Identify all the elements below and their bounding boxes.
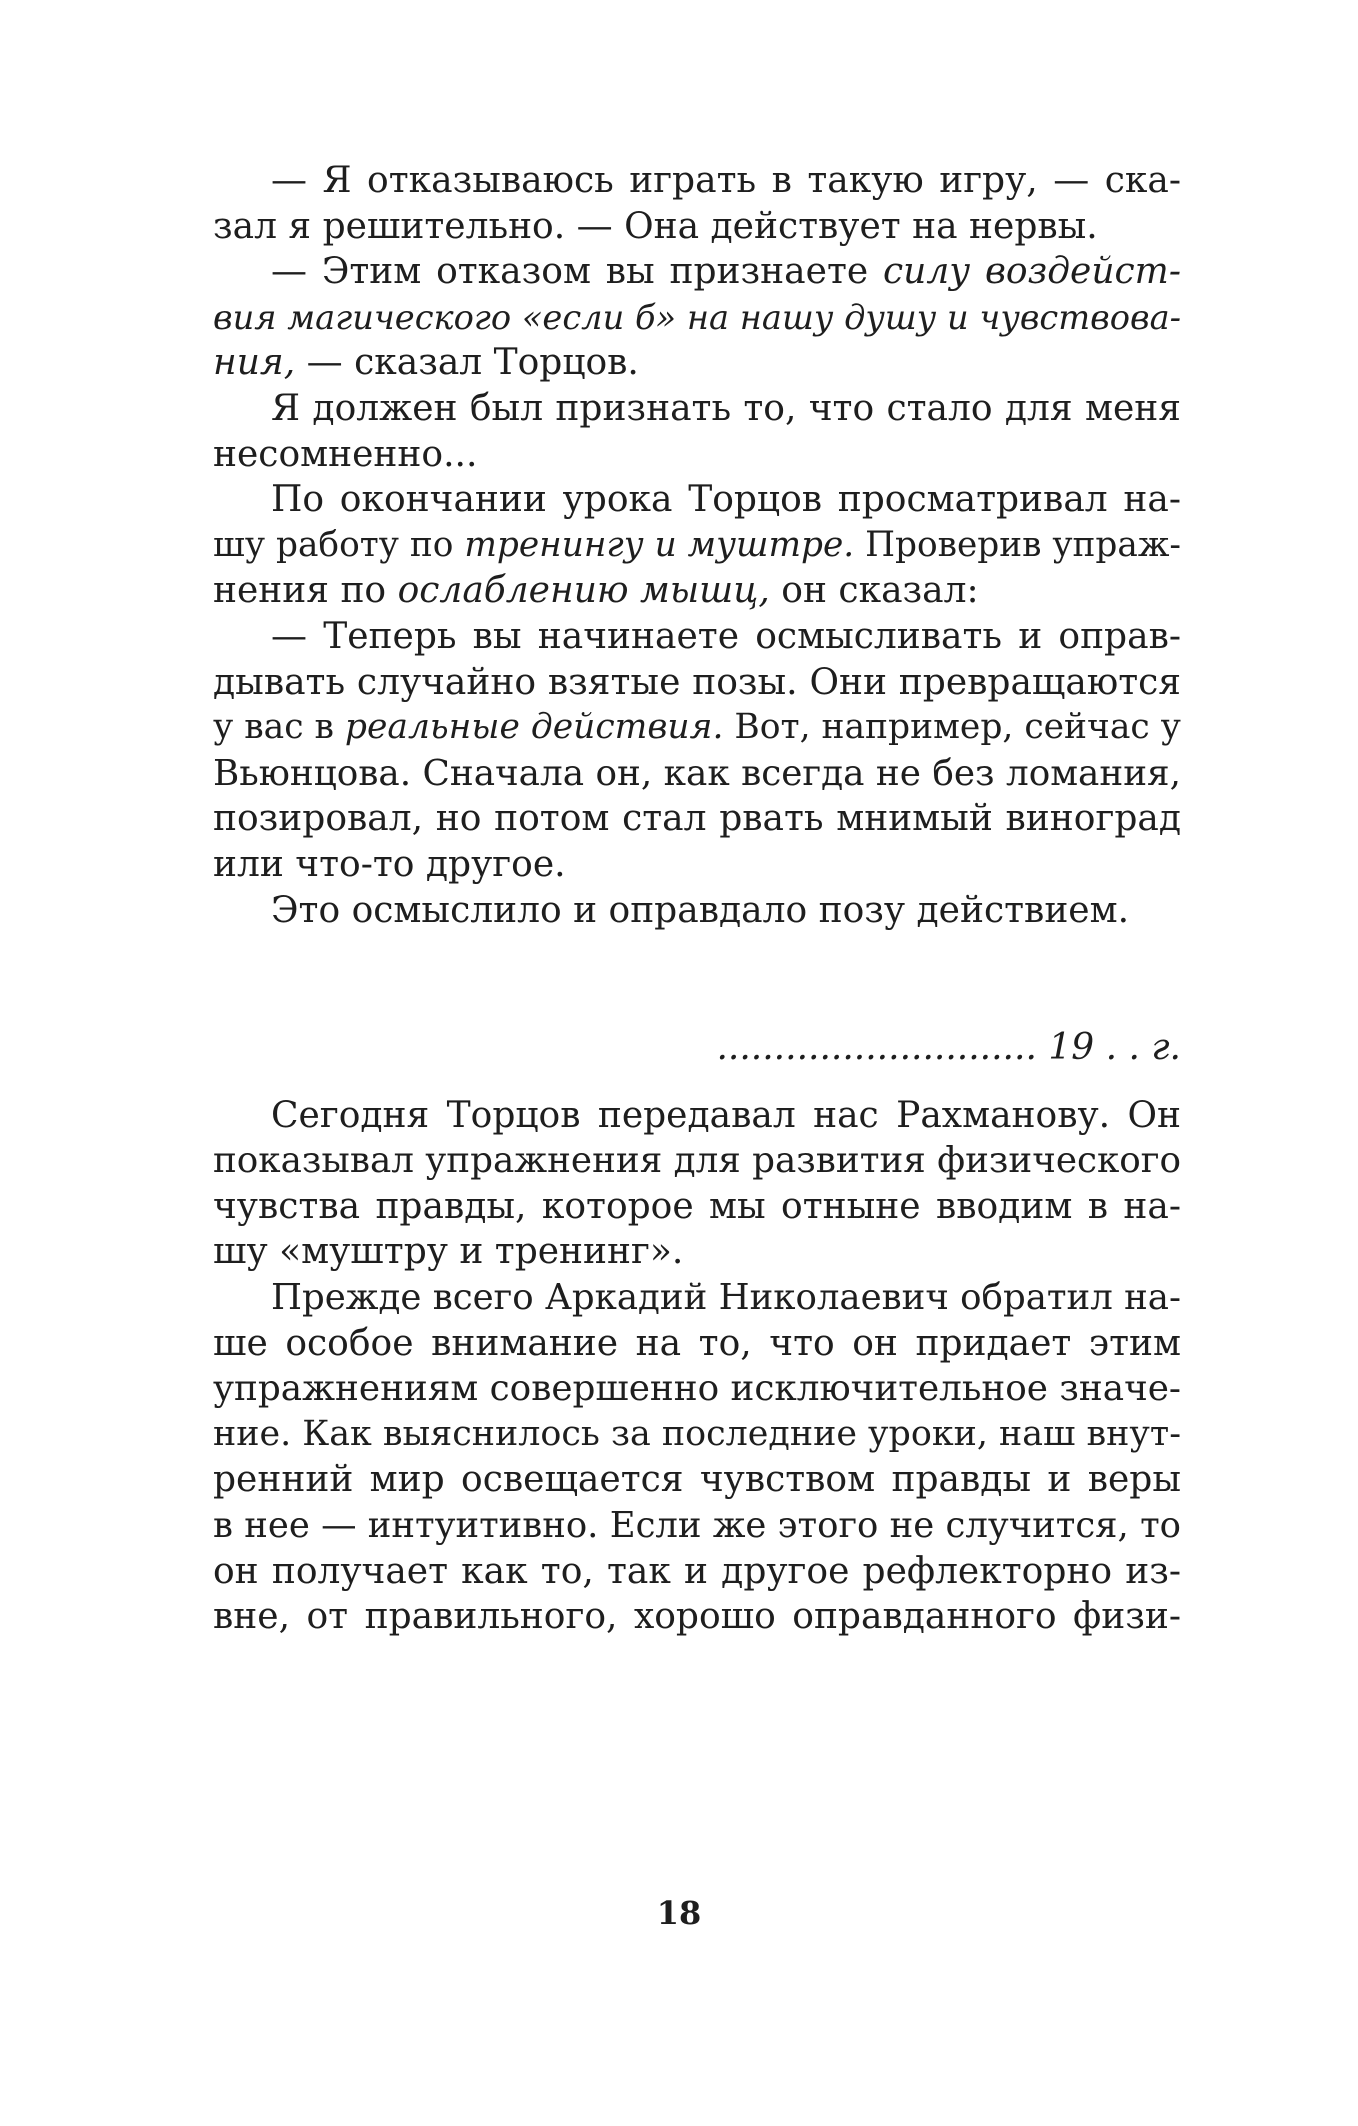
text-span: нения по — [213, 570, 398, 612]
text-span: у вас в — [213, 707, 345, 748]
text-line: показывал упражнения для развития физического — [213, 1140, 1182, 1182]
text-line: упражнениям совершенно исключительное значе- — [213, 1368, 1181, 1410]
text-line: Это осмыслило и оправдало позу действием. — [271, 889, 1130, 931]
italic-span: ослаблению мышц, — [397, 570, 770, 612]
text-span: Вот, например, сейчас у — [723, 707, 1181, 748]
text-line: позировал, но потом стал рвать мнимый виноград — [213, 798, 1181, 840]
text-line: несомненно... — [213, 433, 478, 475]
text-line: зал я решительно. — Она действует на нервы. — [213, 205, 1098, 247]
page-number: 18 — [656, 1894, 702, 1932]
text-span: Проверив упраж- — [854, 524, 1181, 565]
text-line — [213, 705, 1181, 751]
text-span: — Этим отказом вы признаете — [271, 251, 883, 293]
text-line: дывать случайно взятые позы. Они превращаются — [213, 661, 1181, 703]
text-line: вне, от правильного, хорошо оправданного физи- — [213, 1596, 1181, 1638]
text-line: в нее — интуитивно. Если же этого не случится, то — [213, 1505, 1181, 1547]
text-line: Вьюнцова. Сначала он, как всегда не без ломания, — [213, 752, 1181, 794]
text-line — [213, 249, 1181, 295]
text-line: ренний мир освещается чувством правды и веры — [213, 1459, 1181, 1501]
italic-span: тренингу и муштре. — [464, 524, 855, 565]
text-line — [213, 340, 1181, 386]
section-gap — [213, 1071, 1181, 1093]
text-line: Я должен был признать то, что стало для меня — [271, 387, 1181, 429]
date-heading: ............................ 19 . . г. — [716, 1027, 1181, 1069]
italic-span: реальные действия. — [344, 707, 724, 748]
text-line: Сегодня Торцов передавал нас Рахманову. Он — [271, 1094, 1181, 1136]
text-line: или что-то другое. — [213, 843, 566, 885]
text-line: — Теперь вы начинаете осмысливать и оправ- — [271, 615, 1181, 657]
section-gap — [213, 933, 1181, 979]
text-line: По окончании урока Торцов просматривал на- — [271, 479, 1181, 521]
text-span: он сказал: — [769, 570, 979, 612]
text-line — [213, 523, 1181, 569]
text-line — [213, 568, 1181, 614]
text-line: ше особое внимание на то, что он придает этим — [213, 1322, 1181, 1364]
text-span: — сказал Торцов. — [295, 342, 639, 384]
italic-span: силу воздейст- — [882, 251, 1181, 293]
text-line: — Я отказываюсь играть в такую игру, — ска- — [271, 160, 1181, 201]
text-line: он получает как то, так и другое рефлекторно из- — [213, 1550, 1181, 1592]
text-span: шу работу по — [213, 524, 465, 565]
section-gap — [213, 979, 1181, 1025]
text-line: ние. Как выяснилось за последние уроки, наш внут- — [213, 1413, 1181, 1454]
page-text — [213, 158, 1181, 1640]
text-line: чувства правды, которое мы отныне вводим в на- — [213, 1185, 1181, 1227]
text-line: Прежде всего Аркадий Николаевич обратил на- — [271, 1277, 1181, 1319]
italic-span: ния, — [213, 342, 296, 384]
text-line — [213, 295, 1181, 341]
text-line: шу «муштру и тренинг». — [213, 1231, 684, 1273]
italic-span: вия магического «если б» на нашу душу и чувствова- — [213, 297, 1181, 337]
